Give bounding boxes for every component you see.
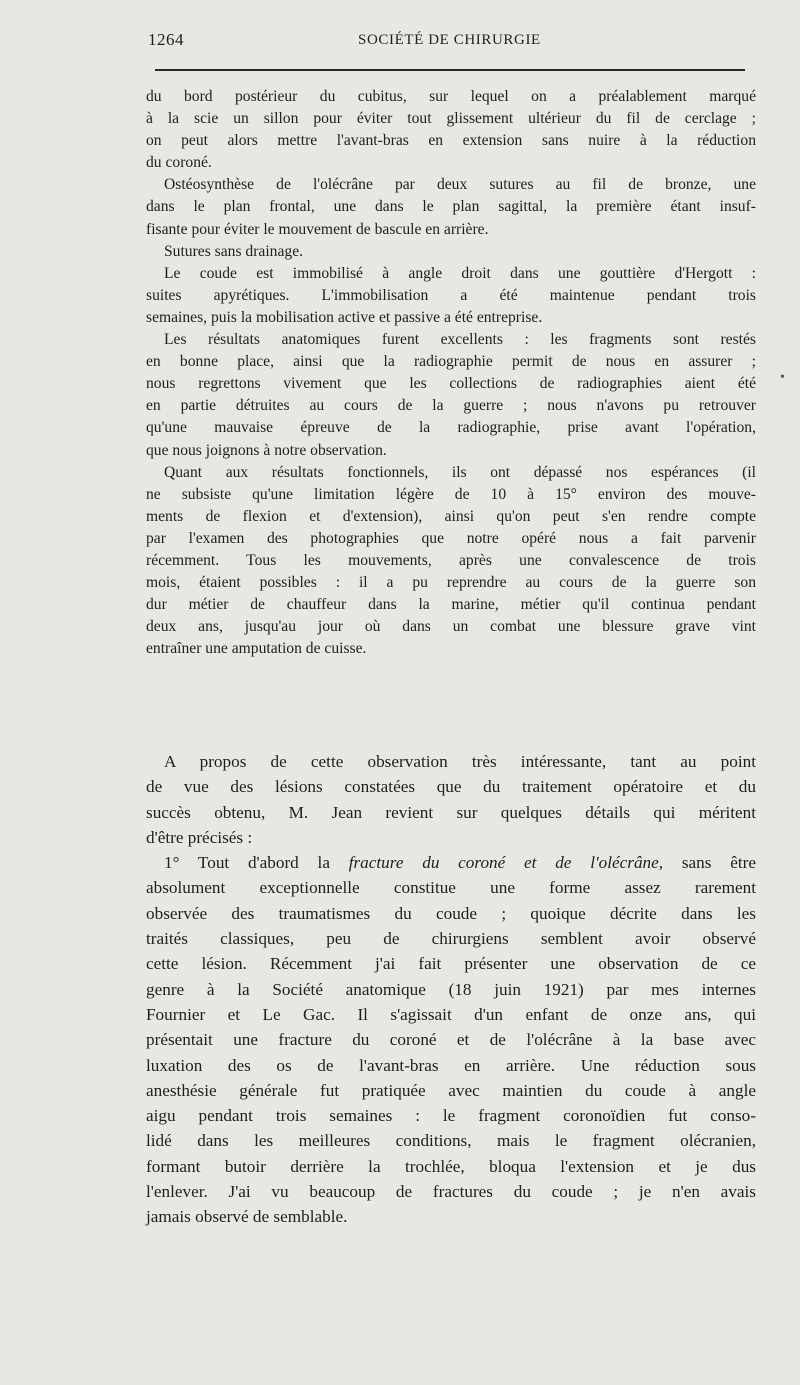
text-line: formant butoir derrière la trochlée, bloqua l'extension et je dus xyxy=(146,1156,756,1176)
discussion-text xyxy=(146,749,756,1230)
header-rule xyxy=(155,69,745,71)
text-line: l'enlever. J'ai vu beaucoup de fractures du coude ; je n'en avais xyxy=(146,1182,756,1202)
text-line: succès obtenu, M. Jean revient sur quelques détails qui méritent xyxy=(146,802,756,822)
text-line: luxation des os de l'avant-bras en arrière. Une réduction sous xyxy=(146,1055,756,1075)
text-line: Les résultats anatomiques furent excellents : les fragments sont restés xyxy=(164,331,756,349)
observation-text xyxy=(146,86,756,660)
text-line: A propos de cette observation très intéressante, tant au point xyxy=(164,752,756,771)
text-line: Quant aux résultats fonctionnels, ils ont dépassé nos espérances (il xyxy=(164,463,756,481)
text-line: dur métier de chauffeur dans la marine, métier qu'il continua pendant xyxy=(146,596,756,614)
text-line: Le coude est immobilisé à angle droit dans une gouttière d'Hergott : xyxy=(164,264,756,282)
running-title: SOCIÉTÉ DE CHIRURGIE xyxy=(358,32,541,48)
text-line: semaines, puis la mobilisation active et passive a été entreprise. xyxy=(146,308,543,326)
text-line: entraîner une amputation de cuisse. xyxy=(146,640,367,658)
text-line: traités classiques, peu de chirurgiens semblent avoir observé xyxy=(146,929,756,949)
text-line: par l'examen des photographies que notre opéré nous a fait parvenir xyxy=(146,529,756,547)
text-line: ne subsiste qu'une limitation légère de 10 à 15° environ des mouve- xyxy=(146,485,756,503)
text-line: deux ans, jusqu'au jour où dans un combat une blessure grave vint xyxy=(146,618,756,636)
text-line: qu'une mauvaise épreuve de la radiographie, prise avant l'opération, xyxy=(146,419,756,437)
margin-speck: • xyxy=(780,370,785,385)
text-line: aigu pendant trois semaines : le fragment coronoïdien fut conso- xyxy=(146,1106,756,1126)
text-line: genre à la Société anatomique (18 juin 1921) par mes internes xyxy=(146,979,756,999)
italic-term: fracture du coroné et de l'olécrâne xyxy=(348,853,659,873)
text-line: on peut alors mettre l'avant-bras en extension sans nuire à la réduction xyxy=(146,132,756,150)
text-line: du coroné. xyxy=(146,154,212,172)
text-line: du bord postérieur du cubitus, sur lequel on a préalablement marqué xyxy=(146,88,756,105)
text-line: Ostéosynthèse de l'olécrâne par deux sutures au fil de bronze, une xyxy=(164,176,756,194)
text-segment: , sans être xyxy=(658,853,756,873)
text-line: Sutures sans drainage. xyxy=(164,242,304,260)
text-line: jamais observé de semblable. xyxy=(146,1207,348,1227)
text-line: absolument exceptionnelle constitue une forme assez rarement xyxy=(146,878,756,898)
text-line: en bonne place, ainsi que la radiographie permit de nous en assurer ; xyxy=(146,353,756,371)
text-segment: 1° Tout d'abord la xyxy=(164,853,349,873)
text-line-mixed xyxy=(146,850,756,875)
text-line: à la scie un sillon pour éviter tout glissement ultérieur du fil de cerclage ; xyxy=(146,110,756,128)
text-line: Fournier et Le Gac. Il s'agissait d'un enfant de onze ans, qui xyxy=(146,1004,756,1024)
text-line: d'être précisés : xyxy=(146,827,253,847)
page-number: 1264 xyxy=(148,30,184,49)
text-line: anesthésie générale fut pratiquée avec maintien du coude à angle xyxy=(146,1080,756,1100)
text-line: en partie détruites au cours de la guerre ; nous n'avons pu retrouver xyxy=(146,397,756,415)
text-line: dans le plan frontal, une dans le plan sagittal, la première étant insuf- xyxy=(146,198,756,216)
text-line: suites apyrétiques. L'immobilisation a été maintenue pendant trois xyxy=(146,286,756,304)
page-header xyxy=(0,30,800,54)
text-line: récemment. Tous les mouvements, après une convalescence de trois xyxy=(146,551,756,569)
text-line: lidé dans les meilleures conditions, mais le fragment olécranien, xyxy=(146,1131,756,1151)
text-line: nous regrettons vivement que les collections de radiographies aient été xyxy=(146,375,756,393)
text-line: de vue des lésions constatées que du traitement opératoire et du xyxy=(146,777,756,797)
text-line: cette lésion. Récemment j'ai fait présenter une observation de ce xyxy=(146,954,756,974)
text-line: mois, étaient possibles : il a pu reprendre au cours de la guerre son xyxy=(146,574,756,592)
text-line: fisante pour éviter le mouvement de bascule en arrière. xyxy=(146,220,489,238)
text-line: ments de flexion et d'extension), ainsi qu'on peut s'en rendre compte xyxy=(146,507,756,525)
text-line: présentait une fracture du coroné et de l'olécrâne à la base avec xyxy=(146,1030,756,1050)
text-line: observée des traumatismes du coude ; quoique décrite dans les xyxy=(146,903,756,923)
text-line: que nous joignons à notre observation. xyxy=(146,441,387,459)
